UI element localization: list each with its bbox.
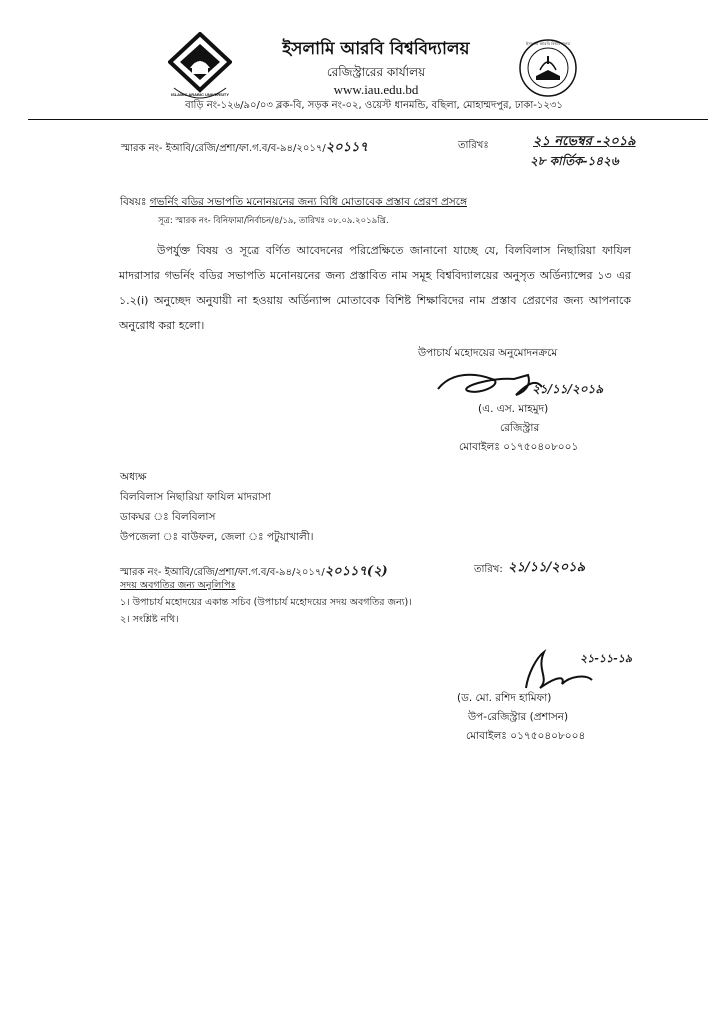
registrar-signature-date: ২১/১১/২০১৯: [532, 382, 604, 396]
copy-to-item: ১। উপাচার্য মহোদয়ের একান্ত সচিব (উপাচার্য মহোদয়ের সদয় অবগতির জন্য)।: [120, 597, 412, 608]
registrar-name: (এ. এস. মাহমুদ): [478, 403, 549, 415]
website: www.iau.edu.bd: [333, 82, 419, 97]
recipient-title: অধ্যক্ষ: [120, 471, 147, 483]
memo-reference: [121, 138, 368, 159]
header-divider: [28, 119, 708, 120]
university-logo-left-text: ISLAMIC ARABIC UNIVERSITY: [170, 92, 230, 97]
subject-text: গভর্নিং বডির সভাপতি মনোনয়নের জন্য বিধি মোতাবেক প্রস্তাব প্রেরণ প্রসঙ্গে: [149, 196, 467, 208]
recipient-institution: বিলবিলাস নিছারিয়া ফাযিল মাদরাসা: [120, 491, 271, 503]
office-name: রেজিস্ট্রারের কার্যালয়: [326, 65, 426, 79]
copy-memo-date: ২১/১১/২০১৯: [508, 560, 586, 575]
letter-body-paragraph: উপর্যুক্ত বিষয় ও সূত্রে বর্ণিত আবেদনের পরিপ্রেক্ষিতে জানানো যাচ্ছে যে, বিলবিলাস নিছারিয়া ফাযিল মাদরাসার গভর্নিং বডির সভাপতি মনোনয়নের জন্য প্রস্তাবিত নাম সমূহ বিশ্ববিদ্যালয়ের অনুসৃত অর্ডিন্যান্সের ১৩ এর ১.২(i) অনুচ্ছেদ অনুযায়ী না হওয়ায় অর্ডিন্যান্স মোতাবেক বিশিষ্ট শিক্ষাবিদের নাম প্রস্তাব প্রেরণের জন্য আপনাকে অনুরোধ করা হলো।: [119, 244, 631, 332]
recipient-post-office: ডাকঘর ঃ বিলবিলাস: [120, 511, 216, 523]
memo-date-label: তারিখঃ: [458, 140, 489, 151]
university-seal-right: [518, 38, 578, 98]
registrar-mobile: মোবাইলঃ ০১৭৫০৪০৮০০১: [459, 441, 579, 453]
university-seal-right-text: ইসলামি আরবি বিশ্ববিদ্যালয়: [526, 41, 570, 46]
deputy-registrar-designation: উপ-রেজিস্ট্রার (প্রশাসন): [468, 711, 569, 723]
memo-date-gregorian: ২১ নভেম্বর -২০১৯: [533, 134, 636, 149]
memo-reference-label: স্মারক নং- ইআবি/রেজি/প্রশা/ফা.গ.ব/ব-৯৪/২০১৭/: [121, 143, 326, 154]
copy-memo-reference-label: স্মারক নং- ইআবি/রেজি/প্রশা/ফা.গ.ব/ব-৯৪/২০১৭/: [120, 567, 325, 578]
deputy-registrar-signature: [500, 644, 640, 696]
copy-memo-reference-number: ২০১১৭(২): [324, 564, 388, 579]
recipient-upazila: উপজেলা ঃ বাউফল, জেলা ঃ পটুয়াখালী।: [120, 531, 314, 543]
memo-reference-number: ২০১১৭: [325, 140, 368, 155]
subject-label: বিষয়ঃ: [120, 196, 147, 208]
copy-memo-date-label: তারিখ:: [474, 564, 503, 575]
subject-line: [120, 195, 467, 212]
copy-to-item: ২। সংশ্লিষ্ট নথি।: [120, 614, 179, 625]
registrar-designation: রেজিস্ট্রার: [500, 422, 540, 434]
letter-body: [119, 238, 631, 338]
deputy-registrar-signature-date: ২১-১১-১৯: [580, 652, 632, 665]
registrar-signature: [432, 365, 612, 405]
university-name: ইসলামি আরবি বিশ্ববিদ্যালয়: [282, 39, 470, 59]
deputy-registrar-mobile: মোবাইলঃ ০১৭৫০৪০৮০০৪: [466, 730, 586, 742]
memo-date-bengali: ২৮ কার্তিক-১৪২৬: [530, 154, 619, 168]
address: বাড়ি নং-১২৬/৯০/০৩ ব্লক-বি, সড়ক নং-০২, ওয়েস্ট ধানমন্ডি, বছিলা, মোহাম্মদপুর, ঢাকা-১২৩১: [185, 100, 563, 111]
deputy-registrar-name: (ড. মো. রশিদ হামিফা): [457, 692, 552, 704]
approval-note: উপাচার্য মহোদয়ের অনুমোদনক্রমে: [418, 347, 558, 359]
copy-to-heading: সদয় অবগতির জন্য অনুলিপিঃ: [120, 580, 236, 591]
source-reference: সূত্র: স্মারক নং- বিনিফামা/নির্বাচন/৪/১৯, তারিখঃ ০৮.০৯.২০১৯খ্রি.: [158, 216, 389, 226]
